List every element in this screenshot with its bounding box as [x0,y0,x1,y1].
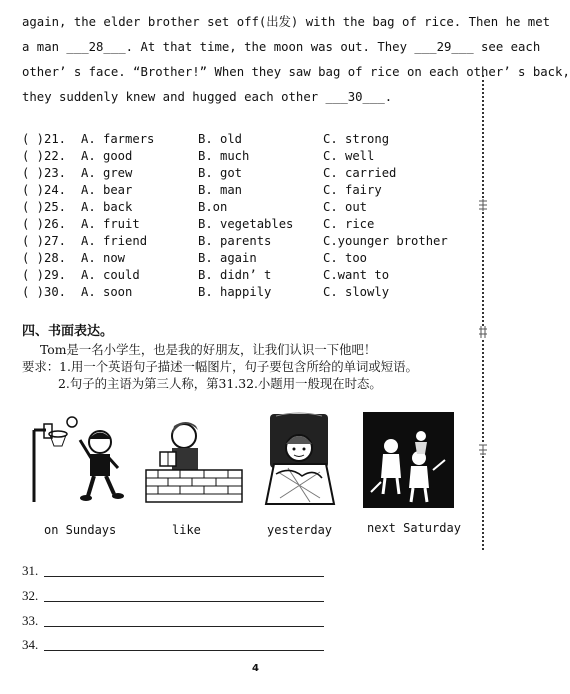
option-b: B.on [198,200,228,214]
option-b: B. again [198,251,257,265]
answer-line [22,637,38,653]
answer-blank[interactable] [44,576,324,577]
picture-caption: like [172,523,201,537]
option-a: A. now [81,251,126,265]
question-number: ( )21. [22,132,67,146]
option-c: C. well [323,149,375,163]
option-b: B. man [198,183,243,197]
basketball-boy-picture [28,412,128,504]
side-mark-mi [477,442,489,456]
option-c: C. too [323,251,368,265]
option-b: B. vegetables [198,217,294,231]
requirement-1: 要求：1.用一个英语句子描述一幅图片，句子要包含所给的单词或短语。 [22,359,418,374]
answer-line [22,588,38,604]
picture-caption: yesterday [267,523,333,537]
question-number: ( )25. [22,200,67,214]
question-number: ( )24. [22,183,67,197]
option-a: A. bear [81,183,133,197]
option-b: B. happily [198,285,272,299]
option-b: B. didn’ t [198,268,272,282]
passage [22,10,570,110]
option-a: A. back [81,200,133,214]
option-c: C. fairy [323,183,382,197]
question-number: ( )27. [22,234,67,248]
reading-boy-picture [146,412,242,504]
answer-number: 31. [22,563,39,578]
answer-number: 34. [22,637,39,652]
dancing-people-picture [363,412,454,508]
option-a: A. could [81,268,140,282]
question-number: ( )30. [22,285,67,299]
answer-blank[interactable] [44,650,324,651]
answer-number: 33. [22,613,39,628]
question-number: ( )23. [22,166,67,180]
question-number: ( )28. [22,251,67,265]
question-number: ( )26. [22,217,67,231]
option-c: C. out [323,200,368,214]
option-b: B. got [198,166,243,180]
option-b: B. parents [198,234,272,248]
sick-boy-picture [262,412,336,508]
option-a: A. fruit [81,217,140,231]
passage-line: other’ s face. “Brother!” When they saw bag of rice on each other’ s back, [22,65,570,79]
option-c: C. rice [323,217,375,231]
option-a: A. good [81,149,133,163]
picture-caption: on Sundays [44,523,117,537]
answer-line [22,613,38,629]
side-mark-feng [477,325,489,339]
answer-blank[interactable] [44,626,324,627]
answer-line [22,563,38,579]
option-c: C. slowly [323,285,390,299]
option-c: C.younger brother [323,234,448,248]
option-a: A. friend [81,234,148,248]
passage-line: a man ___28___. At that time, the moon was out. They ___29___ see each [22,40,541,54]
question-number: ( )22. [22,149,67,163]
requirement-2: 2.句子的主语为第三人称，第31.32.小题用一般现在时态。 [58,376,382,391]
option-b: B. old [198,132,243,146]
option-a: A. grew [81,166,133,180]
picture-caption: next Saturday [367,521,461,535]
option-c: C. strong [323,132,390,146]
answer-number: 32. [22,588,39,603]
binding-line [482,75,484,550]
passage-line: they suddenly knew and hugged each other ___30___. [22,90,393,104]
option-a: A. soon [81,285,133,299]
option-a: A. farmers [81,132,155,146]
option-c: C.want to [323,268,390,282]
option-c: C. carried [323,166,397,180]
section-title: 四、书面表达。 [22,324,114,339]
section-intro: Tom是一名小学生，也是我的好朋友，让我们认识一下他吧！ [40,342,377,357]
page-number: 4 [252,663,259,674]
side-mark-xian [477,198,489,212]
option-b: B. much [198,149,250,163]
answer-blank[interactable] [44,601,324,602]
passage-line: again, the elder brother set off(出发) with the bag of rice. Then he met [22,15,551,29]
question-number: ( )29. [22,268,67,282]
